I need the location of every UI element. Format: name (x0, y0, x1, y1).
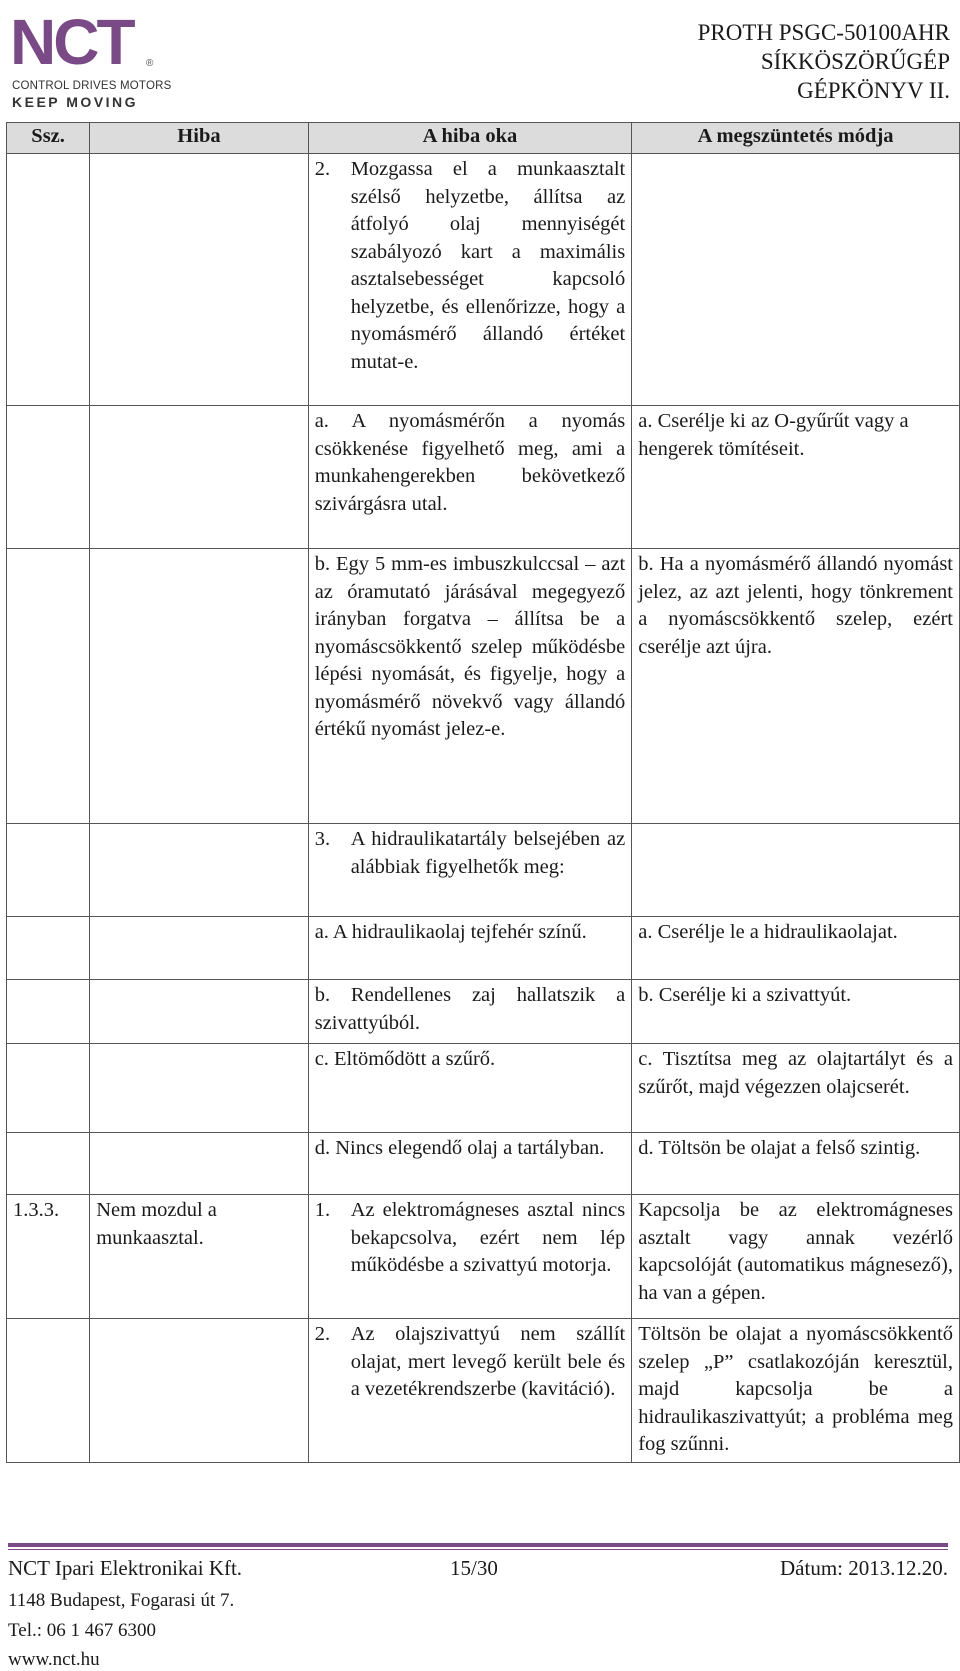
cell-ssz (7, 1319, 90, 1463)
table-row (7, 154, 960, 406)
footer-page-number: 15/30 (450, 1556, 498, 1580)
cell-ok (308, 1319, 632, 1463)
header-hiba: Hiba (90, 123, 308, 154)
table-row (7, 824, 960, 917)
cell-ok-number: 1. (314, 1199, 331, 1221)
cell-mod: a. Cserélje le a hidraulikaolajat. (632, 917, 960, 980)
cell-hiba (90, 980, 308, 1044)
logo-tagline: CONTROL DRIVES MOTORS (12, 80, 172, 92)
table-row (7, 980, 960, 1044)
cell-ssz (7, 549, 90, 824)
cell-hiba (90, 154, 308, 406)
table-row (7, 1044, 960, 1133)
cell-ok: b. Egy 5 mm-es imbuszkulccsal – azt az óramutató járásával megegyező irányban forgatva – állítsa be a nyomáscsökkentő szelep működésbe lépési nyomását, és figyelje, hogy a nyomásmérő növekvő vagy állandó értékű nyomást jelez-e. (308, 549, 632, 824)
cell-ok: b. Rendellenes zaj hallatszik a szivattyúból. (308, 980, 632, 1044)
cell-ssz (7, 154, 90, 406)
table-row (7, 549, 960, 824)
table-row (7, 1133, 960, 1195)
cell-mod: c. Tisztítsa meg az olajtartályt és a szűrőt, majd végezzen olajcserét. (632, 1044, 960, 1133)
cell-ok-number: 2. (314, 158, 331, 180)
cell-hiba (90, 1133, 308, 1195)
logo-slogan: KEEP MOVING (12, 94, 139, 110)
cell-hiba (90, 1319, 308, 1463)
table-row (7, 1319, 960, 1463)
cell-ssz (7, 1133, 90, 1195)
nct-logo (10, 6, 180, 110)
cell-ssz (7, 1044, 90, 1133)
title-model: PROTH PSGC-50100AHR (697, 20, 950, 45)
cell-ssz: 1.3.3. (7, 1195, 90, 1319)
troubleshooting-table (6, 122, 960, 1463)
cell-ok-text: Mozgassa el a munkaasztalt szélső helyzetbe, állítsa az átfolyó olaj mennyiségét szabályozó kart a maximális asztalsebességet kapcsoló helyzetbe, és ellenőrizze, hogy a nyomásmérő állandó értéket mutat-e. (350, 158, 626, 373)
cell-ok-text: Az olajszivattyú nem szállít olajat, mert levegő került bele és a vezetékrendszerbe (kavitáció). (350, 1323, 626, 1400)
cell-ok: a. A hidraulikaolaj tejfehér színű. (308, 917, 632, 980)
header-mod: A megszüntetés módja (632, 123, 960, 154)
cell-ok-number: 2. (314, 1323, 331, 1345)
footer-website[interactable]: www.nct.hu (8, 1649, 100, 1670)
document-title (698, 18, 950, 105)
cell-hiba (90, 1044, 308, 1133)
cell-ok-text: Az elektromágneses asztal nincs bekapcsolva, ezért nem lép működésbe a szivattyú motorja. (350, 1199, 626, 1276)
cell-mod (632, 154, 960, 406)
title-machine: SÍKKÖSZÖRŰGÉP (760, 49, 950, 74)
cell-ok (308, 824, 632, 917)
cell-ssz (7, 824, 90, 917)
registered-mark: ® (146, 58, 154, 69)
cell-hiba: Nem mozdul a munkaasztal. (90, 1195, 308, 1319)
footer-date: Dátum: 2013.12.20. (780, 1556, 948, 1580)
page-header (0, 0, 960, 122)
cell-mod: b. Cserélje ki a szivattyút. (632, 980, 960, 1044)
cell-mod (632, 824, 960, 917)
cell-ok-number: 3. (314, 828, 331, 850)
header-ssz: Ssz. (7, 123, 90, 154)
table-row (7, 1195, 960, 1319)
footer-company: NCT Ipari Elektronikai Kft. (8, 1556, 243, 1580)
footer-address: 1148 Budapest, Fogarasi út 7. (8, 1590, 235, 1611)
cell-ok: d. Nincs elegendő olaj a tartályban. (308, 1133, 632, 1195)
table-row (7, 406, 960, 549)
cell-ok-text: A hidraulikatartály belsejében az alábbiak figyelhetők meg: (350, 828, 626, 878)
cell-mod: a. Cserélje ki az O-gyűrűt vagy a hengerek tömítéseit. (632, 406, 960, 549)
cell-hiba (90, 549, 308, 824)
cell-mod: d. Töltsön be olajat a felső szintig. (632, 1133, 960, 1195)
footer-rule-thick (8, 1543, 948, 1547)
table-header-row (7, 123, 960, 154)
table-row (7, 917, 960, 980)
cell-mod: Töltsön be olajat a nyomáscsökkentő szelep „P” csatlakozóján keresztül, majd kapcsolja be a hidraulikaszivattyút; a probléma meg fog szűnni. (632, 1319, 960, 1463)
cell-mod: Kapcsolja be az elektromágneses asztalt vagy annak vezérlő kapcsolóját (automatikus mágnesező), ha van a gépen. (632, 1195, 960, 1319)
cell-ssz (7, 917, 90, 980)
cell-mod: b. Ha a nyomásmérő állandó nyomást jelez, az azt jelenti, hogy tönkrement a nyomáscsökkentő szelep, ezért cserélje azt újra. (632, 549, 960, 824)
cell-ok (308, 154, 632, 406)
cell-hiba (90, 824, 308, 917)
cell-ssz (7, 406, 90, 549)
cell-ssz (7, 980, 90, 1044)
cell-ok: c. Eltömődött a szűrő. (308, 1044, 632, 1133)
cell-ok (308, 1195, 632, 1319)
cell-hiba (90, 917, 308, 980)
footer-rule-thin (8, 1549, 948, 1550)
footer-telephone: Tel.: 06 1 467 6300 (8, 1620, 157, 1641)
logo-wordmark: NCT (10, 6, 133, 78)
title-manual: GÉPKÖNYV II. (797, 78, 950, 103)
cell-hiba (90, 406, 308, 549)
header-ok: A hiba oka (308, 123, 632, 154)
cell-ok: a. A nyomásmérőn a nyomás csökkenése figyelhető meg, ami a munkahengerekben bekövetkező szivárgásra utal. (308, 406, 632, 549)
